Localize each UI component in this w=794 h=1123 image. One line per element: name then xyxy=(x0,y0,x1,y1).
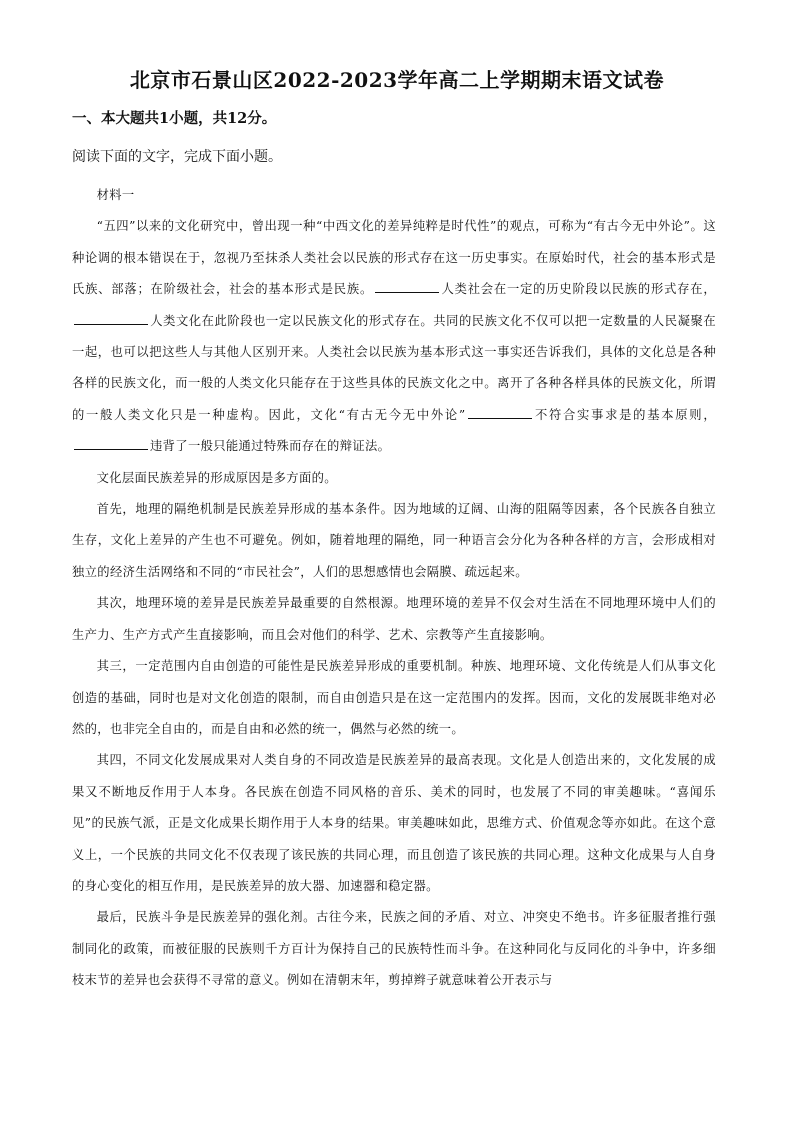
paragraph-1-part-2: 人类社会在一定的历史阶段以民族的形式存在， xyxy=(441,282,716,297)
paragraph-2: 文化层面民族差异的形成原因是多方面的。 xyxy=(96,470,337,485)
paragraph-7: 最后，民族斗争是民族差异的强化剂。古往今来，民族之间的矛盾、对立、冲突史不绝书。许多征服者推行强制同化的政策，而被征服的民族则千方百计为保持自己的民族特性而斗争。在这种同化与反同化的斗争中，许多细枝末节的差异也会获得不寻常的意义。例如在清朝末年，剪掉辫子就意味着公开表示与 xyxy=(72,910,716,988)
answer-blank-2 xyxy=(74,310,148,325)
paragraph-1-part-4: 不符合实事求是的基本原则， xyxy=(533,407,716,422)
answer-blank-1 xyxy=(375,278,439,293)
paragraph-4: 其次，地理环境的差异是民族差异最重要的自然根源。地理环境的差异不仅会对生活在不同地理环境中人们的生产力、生产方式产生直接影响，而且会对他们的科学、艺术、宗教等产生直接影响。 xyxy=(72,596,716,642)
paragraph-6: 其四，不同文化发展成果对人类自身的不同改造是民族差异的最高表现。文化是人创造出来的，文化发展的成果又不断地反作用于人本身。各民族在创造不同风格的音乐、美术的同时，也发展了不同的审美趣味。“喜闻乐见”的民族气派，正是文化成果长期作用于人本身的结果。审美趣味如此，思维方式、价值观念等亦如此。在这个意义上，一个民族的共同文化不仅表现了该民族的共同心理，而且创造了该民族的共同心理。这种文化成果与人自身的身心变化的相互作用，是民族差异的放大器、加速器和稳定器。 xyxy=(72,753,716,893)
reading-passage xyxy=(72,180,716,997)
material-label: 材料一 xyxy=(96,188,135,202)
reading-instruction: 阅读下面的文字，完成下面小题。 xyxy=(72,149,282,165)
paragraph-1-part-3: 人类文化在此阶段也一定以民族文化的形式存在。共同的民族文化不仅可以把一定数量的人民凝聚在一起，也可以把这些人与其他人区别开来。人类社会以民族为基本形式这一事实还告诉我们，具体的文化总是各种各样的民族文化，而一般的人类文化只能存在于这些具体的民族文化之中。离开了各种各样具体的民族文化，所谓的一般人类文化只是一种虚构。因此，文化“有古无今无中外论” xyxy=(72,313,716,422)
section-heading: 一、本大题共1小题，共12分。 xyxy=(72,110,277,127)
paragraph-3: 首先，地理的隔绝机制是民族差异形成的基本条件。因为地域的辽阔、山海的阻隔等因素，各个民族各自独立生存，文化上差异的产生也不可避免。例如，随着地理的隔绝，同一种语言会分化为各种各样的方言，会形成相对独立的经济生活网络和不同的“市民社会”，人们的思想感情也会隔膜、疏远起来。 xyxy=(72,502,716,579)
paragraph-5: 其三，一定范围内自由创造的可能性是民族差异形成的重要机制。种族、地理环境、文化传统是人们从事文化创造的基础，同时也是对文化创造的限制，而自由创造只是在这一定范围内的发挥。因而，文化的发展既非绝对必然的，也非完全自由的，而是自由和必然的统一，偶然与必然的统一。 xyxy=(72,659,716,736)
paragraph-1 xyxy=(72,211,716,462)
page-title: 北京市石景山区2022-2023学年高二上学期期末语文试卷 xyxy=(129,68,665,92)
paragraph-1-part-1: “五四”以来的文化研究中，曾出现一种“中西文化的差异纯粹是时代性”的观点，可称为“有古今无中外论”。这种论调的根本错误在于，忽视乃至抹杀人类社会以民族的形式存在这一历史事实。在原始时代，社会的基本形式是氏族、部落；在阶级社会，社会的基本形式是民族。 xyxy=(72,219,716,297)
answer-blank-3 xyxy=(468,404,532,419)
paragraph-1-part-5: 违背了一般只能通过特殊而存在的辩证法。 xyxy=(150,439,391,454)
answer-blank-4 xyxy=(74,435,148,450)
